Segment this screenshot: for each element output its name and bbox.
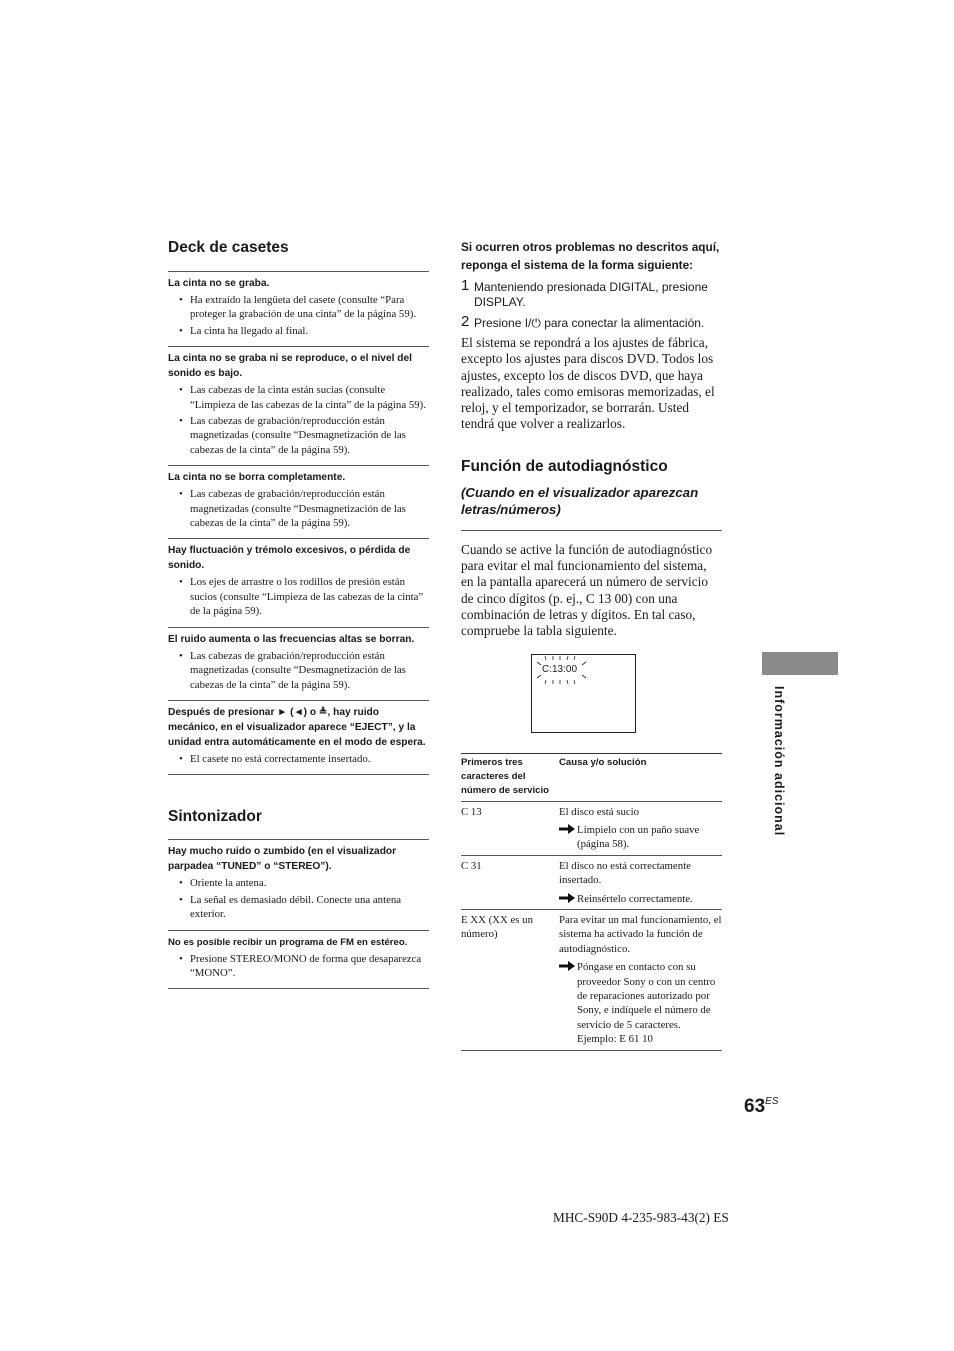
step-number: 1 xyxy=(461,277,470,294)
service-code: C 31 xyxy=(461,859,482,872)
step-text: Manteniendo presionada DIGITAL, presione DISPLAY. xyxy=(474,280,708,309)
page-number-value: 63 xyxy=(744,1096,766,1117)
trouble-item xyxy=(168,628,429,701)
trouble-title: La cinta no se graba ni se reproduce, o el nivel del sonido es bajo. xyxy=(168,353,413,380)
service-code-table xyxy=(461,753,722,1051)
service-code: C 13 xyxy=(461,805,482,818)
step-number: 2 xyxy=(461,313,470,330)
diag-description: Cuando se active la función de autodiagnóstico para evitar el mal funcionamiento del sistema, en la pantalla aparecerá un número de servicio de cinco dígitos (p. ej., C 13 00) con una combinación de letras y dígitos. En tal caso, compruebe la tabla siguiente. xyxy=(461,541,713,639)
trouble-item xyxy=(168,272,429,347)
section-rule xyxy=(461,530,722,531)
trouble-solution: • Las cabezas de grabación/reproducción están magnetizadas (consulte “Desmagnetización de las cabezas de la cinta” de la página 59). xyxy=(190,649,429,692)
step-text: Presione I/⏻ para conectar la alimentación. xyxy=(474,316,705,330)
deck-section-title: Deck de casetes xyxy=(168,239,289,256)
page-number xyxy=(744,1096,778,1118)
trouble-solution: • La señal es demasiado débil. Conecte una antena exterior. xyxy=(190,893,429,922)
trouble-item xyxy=(168,931,429,990)
footer-model-code: MHC-S90D 4-235-983-43(2) ES xyxy=(553,1210,729,1225)
diag-section-title: Función de autodiagnóstico xyxy=(461,457,668,475)
trouble-title: Hay mucho ruido o zumbido (en el visualizador parpadea “TUNED” o “STEREO”). xyxy=(168,846,397,873)
table-row xyxy=(461,801,722,855)
diag-subtitle: (Cuando en el visualizador aparezcan letras/números) xyxy=(461,484,699,517)
trouble-solution: • Las cabezas de la cinta están sucias (consulte “Limpieza de las cabezas de la cinta” de la página 59). xyxy=(190,383,429,412)
solution-text: Reinsértelo correctamente. xyxy=(577,892,693,905)
trouble-title: No es posible recibir un programa de FM en estéreo. xyxy=(168,936,408,948)
trouble-title: La cinta no se graba. xyxy=(168,278,270,289)
trouble-solution: • La cinta ha llegado al final. xyxy=(190,324,429,338)
trouble-solution: • El casete no está correctamente insertado. xyxy=(190,752,429,766)
trouble-title: Hay fluctuación y trémolo excesivos, o pérdida de sonido. xyxy=(168,545,411,572)
reset-heading: Si ocurren otros problemas no descritos aquí, reponga el sistema de la forma siguiente: xyxy=(461,240,720,272)
display-illustration xyxy=(531,654,636,733)
reset-step-2 xyxy=(461,313,722,331)
trouble-solution: • Las cabezas de grabación/reproducción están magnetizadas (consulte “Desmagnetización de las cabezas de la cinta” de la página 59). xyxy=(190,487,429,530)
solution-text: Póngase en contacto con su proveedor Sony o con un centro de reparaciones autorizado por Sony, e indíquele el número de servicio de 5 caracteres. Ejemplo: E 61 10 xyxy=(577,961,716,1046)
trouble-item xyxy=(168,539,429,627)
left-column xyxy=(168,238,429,989)
arrow-right-icon xyxy=(559,824,575,834)
table-header-row xyxy=(461,753,722,801)
trouble-solution: • Los ejes de arrastre o los rodillos de presión están sucios (consulte “Limpieza de las cabezas de la cinta” de la página 59). xyxy=(190,575,429,618)
page-language-suffix: ES xyxy=(765,1096,779,1107)
section-tab xyxy=(762,652,838,675)
trouble-solution: • Las cabezas de grabación/reproducción están magnetizadas (consulte “Desmagnetización de las cabezas de la cinta” de la página 59). xyxy=(190,414,429,457)
trouble-solution: • Presione STEREO/MONO de forma que desaparezca “MONO”. xyxy=(190,952,429,981)
trouble-item xyxy=(168,701,429,775)
reset-step-1 xyxy=(461,277,722,310)
trouble-solution: • Oriente la antena. xyxy=(190,876,429,890)
arrow-right-icon xyxy=(559,893,575,903)
cause-text: El disco está sucio xyxy=(559,805,640,818)
service-code-display: C:13:00 xyxy=(542,663,578,675)
table-row xyxy=(461,910,722,1051)
trouble-title: La cinta no se borra completamente. xyxy=(168,472,346,484)
solution-text: Límpielo con un paño suave (página 58). xyxy=(577,823,700,851)
trouble-title: Después de presionar ► (◄) o ≜, hay ruido mecánico, en el visualizador aparece “EJECT”, y la unidad entra automáticamente en el modo de espera. xyxy=(168,706,426,748)
arrow-right-icon xyxy=(559,961,575,971)
table-row xyxy=(461,855,722,909)
table-header-code: Primeros tres caracteres del número de servicio xyxy=(461,756,549,796)
table-header-cause: Causa y/o solución xyxy=(559,756,647,768)
tuner-section-title: Sintonizador xyxy=(168,808,262,826)
trouble-solution: • Ha extraído la lengüeta del casete (consulte “Para proteger la grabación de una cinta” de la página 59). xyxy=(190,293,429,322)
service-code: E XX (XX es un número) xyxy=(461,914,533,941)
trouble-item xyxy=(168,466,429,539)
side-section-label: Información adicional xyxy=(772,686,786,837)
trouble-item xyxy=(168,840,429,930)
cause-text: El disco no está correctamente insertado. xyxy=(559,859,691,887)
right-column xyxy=(461,238,722,1051)
cause-text: Para evitar un mal funcionamiento, el sistema ha activado la función de autodiagnóstico. xyxy=(559,914,722,955)
trouble-title: El ruido aumenta o las frecuencias altas se borran. xyxy=(168,633,415,645)
reset-description: El sistema se repondrá a los ajustes de fábrica, excepto los ajustes para discos DVD. Todos los ajustes, excepto los de discos DVD, que haya realizado, tales como emisoras memorizadas, el reloj, y el temporizador, se borrarán. Usted tendrá que volver a realizarlos. xyxy=(461,335,715,432)
trouble-item xyxy=(168,347,429,466)
